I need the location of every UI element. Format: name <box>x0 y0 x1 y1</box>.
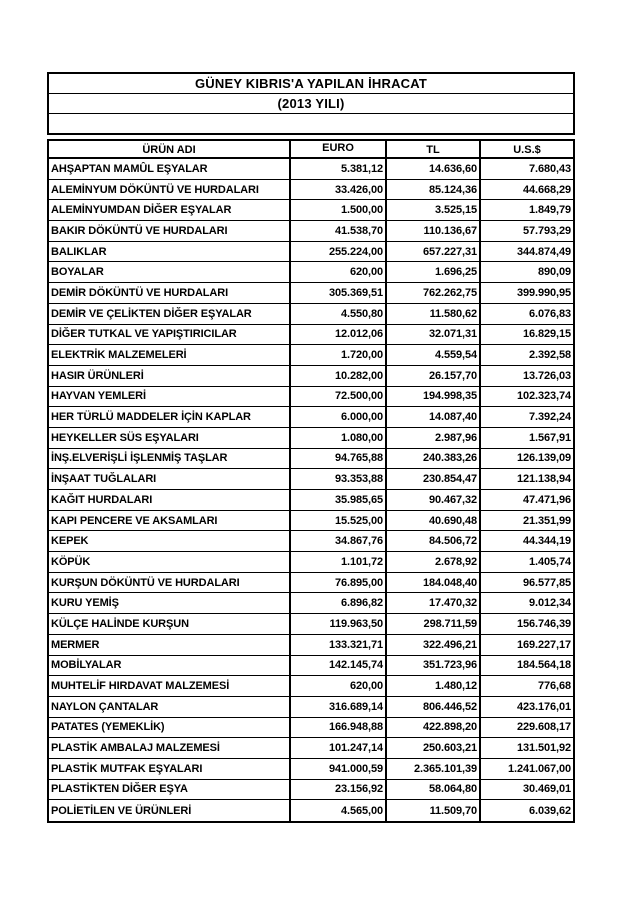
product-name-cell: PLASTİK AMBALAJ MALZEMESİ <box>49 738 291 758</box>
tl-value-cell: 84.506,72 <box>387 531 481 551</box>
usd-value-cell: 1.567,91 <box>528 431 571 444</box>
table-row <box>49 242 573 263</box>
table-row <box>49 428 573 449</box>
table-row <box>49 387 573 408</box>
usd-value-cell: 44.344,19 <box>522 535 571 548</box>
euro-value-cell: 41.538,70 <box>291 221 387 241</box>
table-row <box>49 573 573 594</box>
product-name-cell: MERMER <box>49 635 291 655</box>
product-name-cell: HASIR ÜRÜNLERİ <box>49 366 291 386</box>
tl-value-cell: 2.365.101,39 <box>387 759 481 779</box>
euro-value-cell: 10.282,00 <box>291 366 387 386</box>
table-row <box>49 511 573 532</box>
usd-value-cell: 229.608,17 <box>516 721 571 734</box>
tl-value-cell: 322.496,21 <box>387 635 481 655</box>
usd-value-cell: 2.392,58 <box>528 349 571 362</box>
tl-value-cell: 194.998,35 <box>387 387 481 407</box>
usd-value-cell: 1.405,74 <box>528 555 571 568</box>
euro-value-cell: 255.224,00 <box>291 242 387 262</box>
product-name-cell: NAYLON ÇANTALAR <box>49 697 291 717</box>
usd-value-cell: 7.680,43 <box>528 162 571 175</box>
usd-value-cell: 344.874,49 <box>516 245 571 258</box>
column-header-euro: EURO <box>291 141 387 157</box>
usd-value-cell: 9.012,34 <box>528 597 571 610</box>
product-name-cell: MUHTELİF HIRDAVAT MALZEMESİ <box>49 676 291 696</box>
usd-value-cell: 44.668,29 <box>522 183 571 196</box>
euro-value-cell: 166.948,88 <box>291 718 387 738</box>
tl-value-cell: 422.898,20 <box>387 718 481 738</box>
euro-value-cell: 6.000,00 <box>291 407 387 427</box>
tl-value-cell: 3.525,15 <box>387 200 481 220</box>
usd-value-cell: 399.990,95 <box>516 286 571 299</box>
table-row <box>49 738 573 759</box>
tl-value-cell: 2.987,96 <box>387 428 481 448</box>
product-name-cell: KEPEK <box>49 531 291 551</box>
tl-value-cell: 2.678,92 <box>387 552 481 572</box>
tl-value-cell: 90.467,32 <box>387 490 481 510</box>
euro-value-cell: 1.720,00 <box>291 345 387 365</box>
tl-value-cell: 14.087,40 <box>387 407 481 427</box>
usd-value-cell: 21.351,99 <box>522 514 571 527</box>
usd-value-cell: 47.471,96 <box>522 493 571 506</box>
page-title: GÜNEY KIBRIS'A YAPILAN İHRACAT <box>49 74 573 94</box>
tl-value-cell: 762.262,75 <box>387 283 481 303</box>
usd-value-cell: 423.176,01 <box>516 700 571 713</box>
table-row <box>49 635 573 656</box>
usd-value-cell: 169.227,17 <box>516 638 571 651</box>
tl-value-cell: 184.048,40 <box>387 573 481 593</box>
euro-value-cell: 23.156,92 <box>291 780 387 800</box>
table-body <box>49 159 573 821</box>
euro-value-cell: 6.896,82 <box>291 593 387 613</box>
tl-value-cell: 4.559,54 <box>387 345 481 365</box>
tl-value-cell: 250.603,21 <box>387 738 481 758</box>
euro-value-cell: 34.867,76 <box>291 531 387 551</box>
product-name-cell: KÖPÜK <box>49 552 291 572</box>
tl-value-cell: 806.446,52 <box>387 697 481 717</box>
table-row <box>49 718 573 739</box>
euro-value-cell: 142.145,74 <box>291 656 387 676</box>
usd-value-cell: 30.469,01 <box>522 783 571 796</box>
table-row <box>49 262 573 283</box>
product-name-cell: ELEKTRİK MALZEMELERİ <box>49 345 291 365</box>
product-name-cell: DEMİR VE ÇELİKTEN DİĞER EŞYALAR <box>49 304 291 324</box>
tl-value-cell: 657.227,31 <box>387 242 481 262</box>
table-row <box>49 552 573 573</box>
usd-value-cell: 890,09 <box>537 266 571 279</box>
usd-value-cell: 121.138,94 <box>516 473 571 486</box>
tl-value-cell: 85.124,36 <box>387 180 481 200</box>
table-row <box>49 283 573 304</box>
tl-value-cell: 58.064,80 <box>387 780 481 800</box>
empty-spacer-row <box>49 114 573 133</box>
product-name-cell: BALIKLAR <box>49 242 291 262</box>
tl-value-cell: 11.509,70 <box>387 800 481 821</box>
usd-value-cell: 13.726,03 <box>522 369 571 382</box>
product-name-cell: ALEMİNYUMDAN DİĞER EŞYALAR <box>49 200 291 220</box>
euro-value-cell: 93.353,88 <box>291 469 387 489</box>
tl-value-cell: 298.711,59 <box>387 614 481 634</box>
tl-value-cell: 17.470,32 <box>387 593 481 613</box>
euro-value-cell: 4.550,80 <box>291 304 387 324</box>
product-name-cell: PLASTİK MUTFAK EŞYALARI <box>49 759 291 779</box>
product-name-cell: KAPI PENCERE VE AKSAMLARI <box>49 511 291 531</box>
euro-value-cell: 76.895,00 <box>291 573 387 593</box>
euro-value-cell: 1.500,00 <box>291 200 387 220</box>
product-name-cell: AHŞAPTAN MAMÛL EŞYALAR <box>49 159 291 179</box>
table-row <box>49 407 573 428</box>
usd-value-cell: 102.323,74 <box>516 390 571 403</box>
tl-value-cell: 240.383,26 <box>387 449 481 469</box>
euro-value-cell: 5.381,12 <box>291 159 387 179</box>
product-name-cell: İNŞAAT TUĞLALARI <box>49 469 291 489</box>
usd-value-cell: 6.076,83 <box>528 307 571 320</box>
table-row <box>49 531 573 552</box>
product-name-cell: MOBİLYALAR <box>49 656 291 676</box>
usd-value-cell: 126.139,09 <box>516 452 571 465</box>
usd-value-cell: 16.829,15 <box>522 328 571 341</box>
product-name-cell: KAĞIT HURDALARI <box>49 490 291 510</box>
product-name-cell: HER TÜRLÜ MADDELER İÇİN KAPLAR <box>49 407 291 427</box>
table-row <box>49 759 573 780</box>
euro-value-cell: 94.765,88 <box>291 449 387 469</box>
product-name-cell: BOYALAR <box>49 262 291 282</box>
usd-value-cell: 1.241.067,00 <box>507 762 571 775</box>
product-name-cell: DİĞER TUTKAL VE YAPIŞTIRICILAR <box>49 325 291 345</box>
euro-value-cell: 12.012,06 <box>291 325 387 345</box>
table-row <box>49 676 573 697</box>
table-row <box>49 159 573 180</box>
table-row <box>49 800 573 821</box>
usd-value-cell: 156.746,39 <box>516 617 571 630</box>
tl-value-cell: 351.723,96 <box>387 656 481 676</box>
table-row <box>49 325 573 346</box>
tl-value-cell: 1.696,25 <box>387 262 481 282</box>
table-header-row <box>49 141 573 159</box>
table-row <box>49 180 573 201</box>
table-title-block <box>47 72 575 135</box>
euro-value-cell: 305.369,51 <box>291 283 387 303</box>
euro-value-cell: 119.963,50 <box>291 614 387 634</box>
table-row <box>49 345 573 366</box>
product-name-cell: KURU YEMİŞ <box>49 593 291 613</box>
product-name-cell: POLİETİLEN VE ÜRÜNLERİ <box>49 800 291 821</box>
product-name-cell: ALEMİNYUM DÖKÜNTÜ VE HURDALARI <box>49 180 291 200</box>
euro-value-cell: 620,00 <box>291 676 387 696</box>
tl-value-cell: 230.854,47 <box>387 469 481 489</box>
usd-value-cell: 6.039,62 <box>528 804 571 817</box>
product-name-cell: İNŞ.ELVERİŞLİ İŞLENMİŞ TAŞLAR <box>49 449 291 469</box>
euro-value-cell: 620,00 <box>291 262 387 282</box>
euro-value-cell: 133.321,71 <box>291 635 387 655</box>
column-header-tl: TL <box>387 141 481 157</box>
table-row <box>49 469 573 490</box>
table-row <box>49 656 573 677</box>
table-row <box>49 449 573 470</box>
table-row <box>49 366 573 387</box>
euro-value-cell: 101.247,14 <box>291 738 387 758</box>
tl-value-cell: 14.636,60 <box>387 159 481 179</box>
usd-value-cell: 7.392,24 <box>528 411 571 424</box>
tl-value-cell: 110.136,67 <box>387 221 481 241</box>
product-name-cell: PLASTİKTEN DİĞER EŞYA <box>49 780 291 800</box>
euro-value-cell: 1.101,72 <box>291 552 387 572</box>
product-name-cell: BAKIR DÖKÜNTÜ VE HURDALARI <box>49 221 291 241</box>
euro-value-cell: 316.689,14 <box>291 697 387 717</box>
usd-value-cell: 131.501,92 <box>516 742 571 755</box>
table-row <box>49 614 573 635</box>
euro-value-cell: 1.080,00 <box>291 428 387 448</box>
euro-value-cell: 35.985,65 <box>291 490 387 510</box>
product-name-cell: KÜLÇE HALİNDE KURŞUN <box>49 614 291 634</box>
euro-value-cell: 941.000,59 <box>291 759 387 779</box>
export-table <box>47 139 575 823</box>
column-header-product-name: ÜRÜN ADI <box>49 141 291 157</box>
column-header-usd: U.S.$ <box>513 144 541 156</box>
table-row <box>49 304 573 325</box>
table-row <box>49 490 573 511</box>
product-name-cell: PATATES (YEMEKLİK) <box>49 718 291 738</box>
tl-value-cell: 1.480,12 <box>387 676 481 696</box>
euro-value-cell: 33.426,00 <box>291 180 387 200</box>
usd-value-cell: 96.577,85 <box>522 576 571 589</box>
tl-value-cell: 26.157,70 <box>387 366 481 386</box>
euro-value-cell: 4.565,00 <box>291 800 387 821</box>
euro-value-cell: 15.525,00 <box>291 511 387 531</box>
table-row <box>49 780 573 801</box>
tl-value-cell: 11.580,62 <box>387 304 481 324</box>
table-row <box>49 200 573 221</box>
product-name-cell: HAYVAN YEMLERİ <box>49 387 291 407</box>
product-name-cell: HEYKELLER SÜS EŞYALARI <box>49 428 291 448</box>
tl-value-cell: 40.690,48 <box>387 511 481 531</box>
product-name-cell: DEMİR DÖKÜNTÜ VE HURDALARI <box>49 283 291 303</box>
table-row <box>49 221 573 242</box>
euro-value-cell: 72.500,00 <box>291 387 387 407</box>
page-subtitle: (2013 YILI) <box>49 94 573 114</box>
usd-value-cell: 776,68 <box>537 680 571 693</box>
tl-value-cell: 32.071,31 <box>387 325 481 345</box>
table-row <box>49 697 573 718</box>
table-row <box>49 593 573 614</box>
usd-value-cell: 1.849,79 <box>528 204 571 217</box>
usd-value-cell: 184.564,18 <box>516 659 571 672</box>
usd-value-cell: 57.793,29 <box>522 224 571 237</box>
product-name-cell: KURŞUN DÖKÜNTÜ VE HURDALARI <box>49 573 291 593</box>
